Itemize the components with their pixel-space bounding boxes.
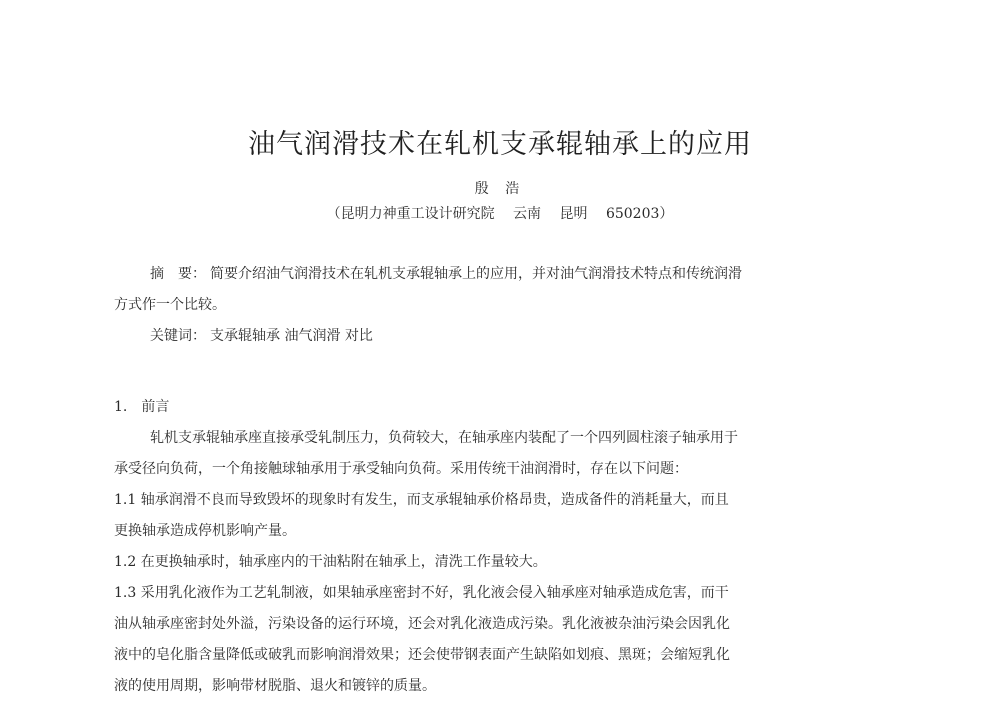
author-affiliation: （昆明力神重工设计研究院 云南 昆明 650203） bbox=[326, 206, 674, 222]
abstract-section bbox=[114, 259, 894, 352]
abstract-line-2: 方式作一个比较。 bbox=[114, 297, 226, 313]
abstract-label: 摘 要： bbox=[150, 266, 206, 282]
keywords-label: 关键词： bbox=[150, 328, 206, 344]
item-1-3-line-2: 油从轴承座密封处外溢，污染设备的运行环境，还会对乳化液造成污染。乳化液被杂油污染会因乳化 bbox=[114, 616, 730, 632]
abstract-line-1 bbox=[114, 259, 894, 290]
item-1-1-line-1: 1.1 轴承润滑不良而导致毁坏的现象时有发生，而支承辊轴承价格昂贵，造成备件的消耗量大，而且 bbox=[114, 492, 729, 508]
paragraph-1-line-2: 承受径向负荷，一个角接触球轴承用于承受轴向负荷。采用传统干油润滑时，存在以下问题： bbox=[114, 461, 688, 477]
item-1-2: 1.2 在更换轴承时，轴承座内的干油粘附在轴承上，清洗工作量较大。 bbox=[114, 554, 547, 570]
paragraph-1-line-1: 轧机支承辊轴承座直接承受轧制压力，负荷较大，在轴承座内装配了一个四列圆柱滚子轴承用于 bbox=[150, 430, 738, 446]
abstract-text-1: 简要介绍油气润滑技术在轧机支承辊轴承上的应用，并对油气润滑技术特点和传统润滑 bbox=[210, 266, 742, 282]
paper-title: 油气润滑技术在轧机支承辊轴承上的应用 bbox=[248, 129, 752, 160]
keywords-text: 支承辊轴承 油气润滑 对比 bbox=[210, 328, 373, 344]
item-1-3-line-4: 液的使用周期，影响带材脱脂、退火和镀锌的质量。 bbox=[114, 678, 436, 694]
item-1-3-line-3: 液中的皂化脂含量降低或破乳而影响润滑效果；还会使带钢表面产生缺陷如划痕、黑斑；会缩短乳化 bbox=[114, 647, 730, 663]
section-1 bbox=[114, 392, 894, 702]
section-1-heading: 1. 前言 bbox=[114, 399, 170, 415]
keywords-line bbox=[114, 321, 894, 352]
item-1-1-line-2: 更换轴承造成停机影响产量。 bbox=[114, 523, 296, 539]
author-name: 殷 浩 bbox=[474, 181, 526, 197]
item-1-3-line-1: 1.3 采用乳化液作为工艺轧制液，如果轴承座密封不好，乳化液会侵入轴承座对轴承造成危害，而干 bbox=[114, 585, 729, 601]
